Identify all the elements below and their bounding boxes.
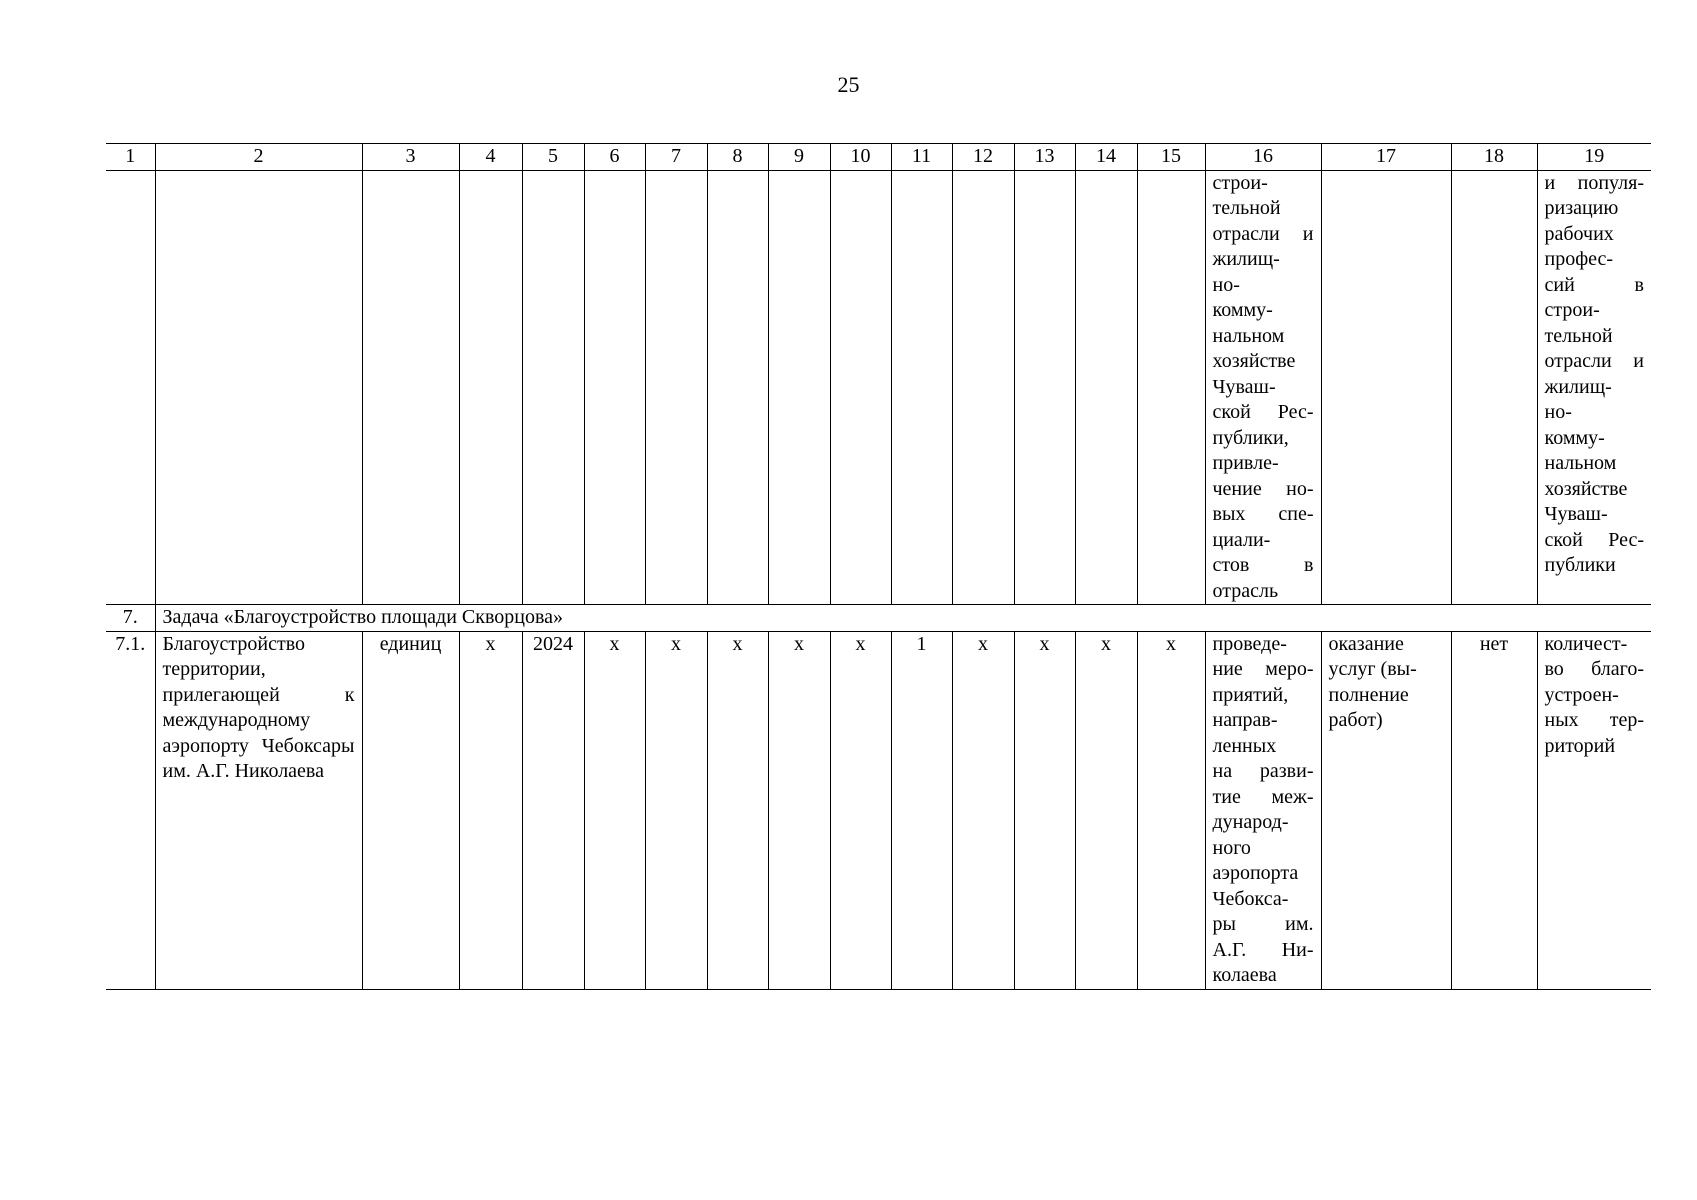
cont-cell-1 <box>106 170 155 605</box>
cont-cell-14 <box>1075 170 1137 605</box>
cont-cell-4 <box>459 170 522 605</box>
header-col-19: 19 <box>1537 144 1651 171</box>
cont-cell-10 <box>830 170 891 605</box>
cont-cell-18 <box>1451 170 1537 605</box>
item-col-13: х <box>1014 631 1075 989</box>
item-col-18: нет <box>1451 631 1537 989</box>
page-number: 25 <box>837 72 860 97</box>
item-unit: единиц <box>362 631 459 989</box>
item-col-12: х <box>952 631 1014 989</box>
cont-cell-13 <box>1014 170 1075 605</box>
header-col-5: 5 <box>522 144 584 171</box>
cont-cell-17 <box>1321 170 1451 605</box>
header-col-16: 16 <box>1205 144 1321 171</box>
indicators-table <box>106 143 1651 990</box>
header-col-7: 7 <box>645 144 707 171</box>
item-name: Благоустройство территории, прилегающей к международному аэропорту Чебоксары им. А.Г. Николаева <box>155 631 362 989</box>
cont-cell-19-text: и популя- ризацию рабочих профес- сий в строи- тельной отрасли и жилищ- но- комму- нальном хозяйстве Чуваш- ской Рес- публики <box>1537 170 1651 605</box>
header-col-1: 1 <box>106 144 155 171</box>
header-col-14: 14 <box>1075 144 1137 171</box>
column-number-header-row <box>106 144 1651 171</box>
task-row <box>106 605 1651 632</box>
header-col-18: 18 <box>1451 144 1537 171</box>
item-col-10: х <box>830 631 891 989</box>
item-row <box>106 631 1651 989</box>
header-col-8: 8 <box>707 144 768 171</box>
header-col-17: 17 <box>1321 144 1451 171</box>
item-col-9: х <box>768 631 830 989</box>
continuation-row <box>106 170 1651 605</box>
header-col-12: 12 <box>952 144 1014 171</box>
item-number: 7.1. <box>106 631 155 989</box>
cont-cell-7 <box>645 170 707 605</box>
cont-cell-9 <box>768 170 830 605</box>
item-col-14: х <box>1075 631 1137 989</box>
task-title: Задача «Благоустройство площади Скворцова» <box>155 605 1651 632</box>
item-col-8: х <box>707 631 768 989</box>
item-col-6: х <box>584 631 645 989</box>
header-col-13: 13 <box>1014 144 1075 171</box>
header-col-2: 2 <box>155 144 362 171</box>
cont-cell-8 <box>707 170 768 605</box>
task-number: 7. <box>106 605 155 632</box>
item-col-17-text: оказание услуг (вы- полнение работ) <box>1321 631 1451 989</box>
item-col-19-text: количест- во благо- устроен- ных тер- риторий <box>1537 631 1651 989</box>
item-col-11: 1 <box>891 631 952 989</box>
item-col-16-text: проведе- ние меро- приятий, направ- ленных на разви- тие меж- дународ- ного аэропорта Чебокса- ры им. А.Г. Ни- колаева <box>1205 631 1321 989</box>
cont-cell-12 <box>952 170 1014 605</box>
cont-cell-11 <box>891 170 952 605</box>
cont-cell-2 <box>155 170 362 605</box>
cont-cell-15 <box>1137 170 1205 605</box>
item-col-4: х <box>459 631 522 989</box>
cont-cell-5 <box>522 170 584 605</box>
header-col-15: 15 <box>1137 144 1205 171</box>
header-col-9: 9 <box>768 144 830 171</box>
header-col-10: 10 <box>830 144 891 171</box>
item-col-5-year: 2024 <box>522 631 584 989</box>
item-col-15: х <box>1137 631 1205 989</box>
item-col-7: х <box>645 631 707 989</box>
header-col-3: 3 <box>362 144 459 171</box>
header-col-11: 11 <box>891 144 952 171</box>
cont-cell-3 <box>362 170 459 605</box>
cont-cell-6 <box>584 170 645 605</box>
header-col-4: 4 <box>459 144 522 171</box>
header-col-6: 6 <box>584 144 645 171</box>
cont-cell-16-text: строи- тельной отрасли и жилищ- но- комму- нальном хозяйстве Чуваш- ской Рес- публики, привле- чение но- вых спе- циали- стов в отрасль <box>1205 170 1321 605</box>
